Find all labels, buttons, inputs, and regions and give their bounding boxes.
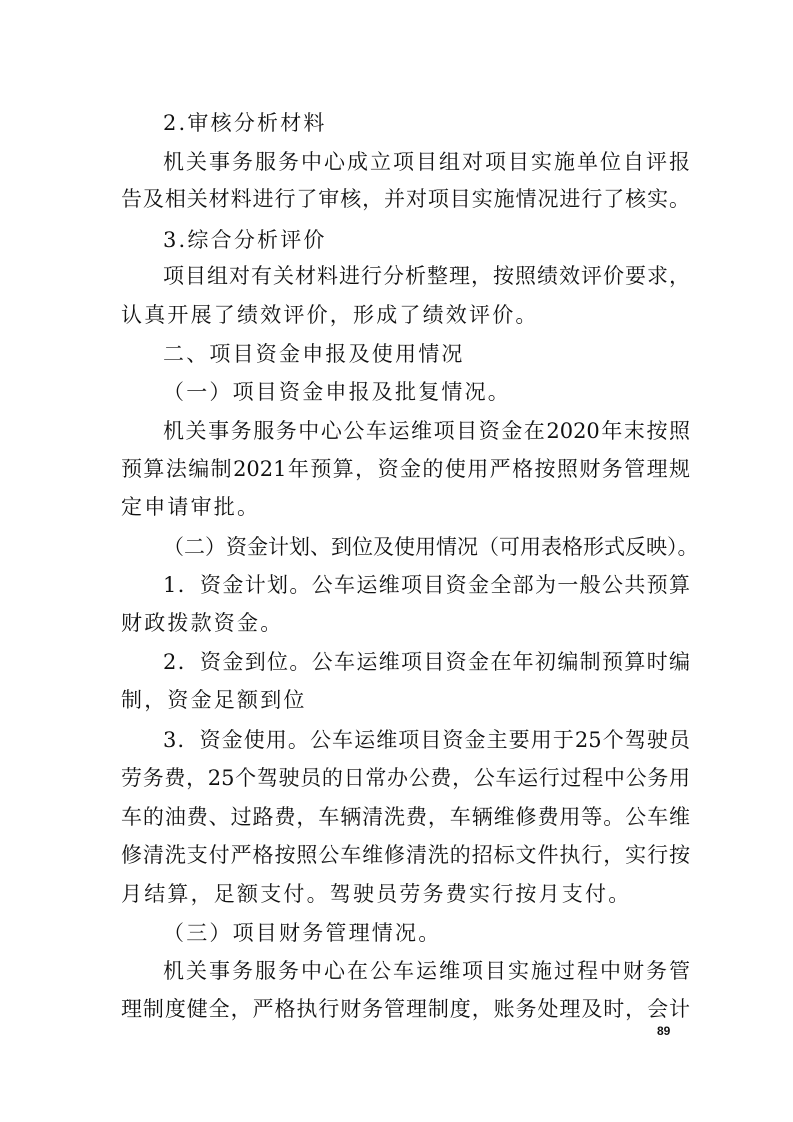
paragraph-line: 劳务费，25个驾驶员的日常办公费，公车运行过程中公务用 (121, 766, 690, 790)
paragraph-line: 修清洗支付严格按照公车维修清洗的招标文件执行，实行按 (121, 843, 690, 867)
paragraph-line: 定申请审批。 (121, 495, 261, 519)
paragraph-line: 制，资金足额到位 (121, 688, 307, 712)
paragraph-line: 项目组对有关材料进行分析整理，按照绩效评价要求， (163, 264, 690, 288)
page-number: 89 (657, 1024, 671, 1038)
heading-review-materials: 2.审核分析材料 (163, 111, 327, 135)
paragraph-line: 财政拨款资金。 (121, 611, 284, 635)
paragraph-line: 理制度健全，严格执行财务管理制度，账务处理及时，会计 (121, 997, 690, 1021)
paragraph-line: 机关事务服务中心公车运维项目资金在2020年末按照 (163, 419, 690, 443)
paragraph-line: 月结算，足额支付。驾驶员劳务费实行按月支付。 (121, 882, 632, 906)
paragraph-line: 2．资金到位。公车运维项目资金在年初编制预算时编 (163, 650, 690, 674)
section-heading-funding: 二、项目资金申报及使用情况 (163, 342, 465, 366)
paragraph-line: 车的油费、过路费，车辆清洗费，车辆维修费用等。公车维 (121, 805, 690, 829)
paragraph-line: 机关事务服务中心成立项目组对项目实施单位自评报 (163, 150, 690, 174)
paragraph-line: 预算法编制2021年预算，资金的使用严格按照财务管理规 (121, 457, 690, 481)
paragraph-line: 认真开展了绩效评价，形成了绩效评价。 (121, 303, 539, 327)
paragraph-line: 告及相关材料进行了审核，并对项目实施情况进行了核实。 (121, 187, 690, 211)
paragraph-line: 机关事务服务中心在公车运维项目实施过程中财务管 (163, 959, 690, 983)
subsection-heading-plan: （二）资金计划、到位及使用情况（可用表格形式反映）。 (163, 535, 699, 559)
heading-comprehensive-analysis: 3.综合分析评价 (163, 228, 327, 252)
paragraph-line: 3．资金使用。公车运维项目资金主要用于25个驾驶员 (163, 728, 690, 752)
subsection-heading-application: （一）项目资金申报及批复情况。 (163, 380, 511, 404)
paragraph-line: 1．资金计划。公车运维项目资金全部为一般公共预算 (163, 573, 690, 597)
subsection-heading-finance: （三）项目财务管理情况。 (163, 921, 442, 945)
